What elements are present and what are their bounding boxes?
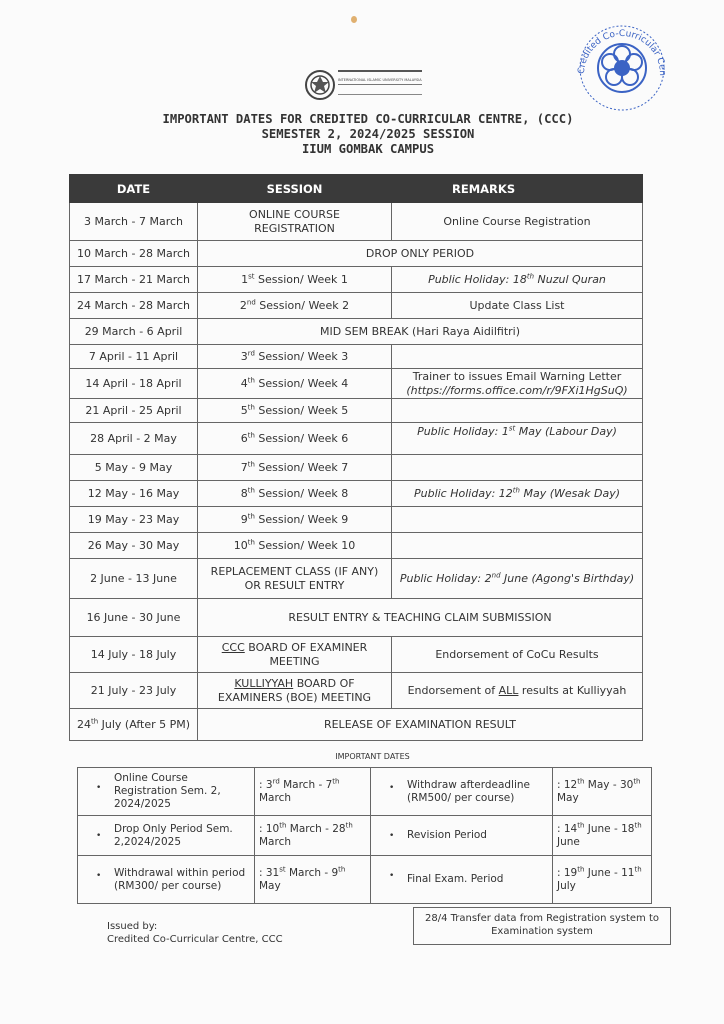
- row-session: 8th Session/ Week 8: [198, 481, 392, 507]
- row-remarks: [392, 455, 643, 481]
- university-crest-icon: [304, 68, 336, 102]
- row-date: 21 April - 25 April: [70, 399, 198, 423]
- row-date: 3 March - 7 March: [70, 203, 198, 241]
- table-row: [70, 369, 643, 399]
- row-session: 9th Session/ Week 9: [198, 507, 392, 533]
- table-header-row: [70, 175, 643, 203]
- table-row: [70, 267, 643, 293]
- table-row: [78, 816, 652, 856]
- row-remarks: Update Class List: [392, 293, 643, 319]
- important-dates-table: [77, 767, 652, 904]
- row-remarks: Endorsement of ALL results at Kulliyyah: [392, 673, 643, 709]
- table-row: [70, 203, 643, 241]
- row-date: 7 April - 11 April: [70, 345, 198, 369]
- row-date: 12 May - 16 May: [70, 481, 198, 507]
- row-merged: DROP ONLY PERIOD: [198, 241, 643, 267]
- row-date: 29 March - 6 April: [70, 319, 198, 345]
- row-session: CCC BOARD OF EXAMINER MEETING: [198, 637, 392, 673]
- table-row: [70, 319, 643, 345]
- row-remarks: Public Holiday: 1st May (Labour Day): [392, 423, 643, 455]
- ccc-seal: [570, 22, 674, 114]
- issued-by-name: Credited Co-Curricular Centre, CCC: [107, 934, 283, 945]
- row-remarks: [392, 345, 643, 369]
- issued-by-label: Issued by:: [107, 921, 158, 932]
- row-date: 24th July (After 5 PM): [70, 709, 198, 741]
- title-line-2: SEMESTER 2, 2024/2025 SESSION: [261, 127, 475, 141]
- row-date: 26 May - 30 May: [70, 533, 198, 559]
- header-date: DATE: [70, 175, 198, 203]
- list-item-label: • Drop Only Period Sem. 2,2024/2025: [78, 816, 255, 856]
- seal-text: Credited Co-Curricular Cen: [576, 28, 668, 77]
- list-item-label: • Withdrawal within period (RM300/ per course): [78, 856, 255, 904]
- logo-arabic-script: [338, 70, 422, 75]
- row-date: 21 July - 23 July: [70, 673, 198, 709]
- table-row: [70, 455, 643, 481]
- row-session: 3rd Session/ Week 3: [198, 345, 392, 369]
- header-session: SESSION: [198, 175, 392, 203]
- table-row: [70, 533, 643, 559]
- header-remarks: REMARKS: [392, 175, 643, 203]
- row-session: 1st Session/ Week 1: [198, 267, 392, 293]
- table-row: [70, 241, 643, 267]
- row-date: 19 May - 23 May: [70, 507, 198, 533]
- schedule-table: [69, 174, 643, 741]
- table-row: [70, 481, 643, 507]
- title-line-3: IIUM GOMBAK CAMPUS: [301, 142, 435, 156]
- row-date: 2 June - 13 June: [70, 559, 198, 599]
- row-session: 2nd Session/ Week 2: [198, 293, 392, 319]
- row-date: 10 March - 28 March: [70, 241, 198, 267]
- transfer-note: 28/4 Transfer data from Registration system to Examination system: [413, 907, 671, 945]
- row-remarks: [392, 507, 643, 533]
- row-session: ONLINE COURSE REGISTRATION: [198, 203, 392, 241]
- table-row: [70, 293, 643, 319]
- table-row: [78, 856, 652, 904]
- row-date: 17 March - 21 March: [70, 267, 198, 293]
- table-row: [70, 345, 643, 369]
- row-date: 28 April - 2 May: [70, 423, 198, 455]
- row-date: 16 June - 30 June: [70, 599, 198, 637]
- row-remarks: Public Holiday: 18th Nuzul Quran: [392, 267, 643, 293]
- title-line-1: IMPORTANT DATES FOR CREDITED CO-CURRICULAR CENTRE, (CCC): [162, 112, 574, 126]
- page-title: [90, 112, 646, 157]
- row-date: 5 May - 9 May: [70, 455, 198, 481]
- important-dates-title: IMPORTANT DATES: [335, 752, 410, 761]
- table-row: [70, 423, 643, 455]
- table-row: [70, 559, 643, 599]
- row-merged: RELEASE OF EXAMINATION RESULT: [198, 709, 643, 741]
- forms-link[interactable]: (https://forms.office.com/r/9FXi1HgSuQ): [406, 383, 628, 397]
- row-date: 24 March - 28 March: [70, 293, 198, 319]
- logo-arabic-script-2: [338, 84, 422, 87]
- row-session: 5th Session/ Week 5: [198, 399, 392, 423]
- table-row: [70, 599, 643, 637]
- list-item-date: : 10th March - 28th March: [255, 816, 371, 856]
- row-session: 6th Session/ Week 6: [198, 423, 392, 455]
- row-remarks: Trainer to issues Email Warning Letter (https://forms.office.com/r/9FXi1HgSuQ): [392, 369, 643, 399]
- table-row: [78, 768, 652, 816]
- list-item-date: : 31st March - 9th May: [255, 856, 371, 904]
- row-session: 4th Session/ Week 4: [198, 369, 392, 399]
- row-session: 10th Session/ Week 10: [198, 533, 392, 559]
- row-remarks: Online Course Registration: [392, 203, 643, 241]
- logo-rule: [338, 94, 422, 95]
- list-item-date: : 3rd March - 7th March: [255, 768, 371, 816]
- row-remarks: Public Holiday: 2nd June (Agong's Birthday): [392, 559, 643, 599]
- table-row: [70, 709, 643, 741]
- row-session: KULLIYYAH BOARD OF EXAMINERS (BOE) MEETING: [198, 673, 392, 709]
- row-remarks: [392, 399, 643, 423]
- university-logo: [304, 68, 424, 104]
- row-remarks: [392, 533, 643, 559]
- list-item-date: : 12th May - 30th May: [553, 768, 652, 816]
- table-row: [70, 673, 643, 709]
- row-merged: RESULT ENTRY & TEACHING CLAIM SUBMISSION: [198, 599, 643, 637]
- list-item-label: • Online Course Registration Sem. 2, 2024/2025: [78, 768, 255, 816]
- row-date: 14 April - 18 April: [70, 369, 198, 399]
- list-item-label: • Withdraw afterdeadline (RM500/ per course): [371, 768, 553, 816]
- row-session: 7th Session/ Week 7: [198, 455, 392, 481]
- logo-latin-text: INTERNATIONAL ISLAMIC UNIVERSITY MALAYSIA: [338, 78, 422, 82]
- row-remarks: Public Holiday: 12th May (Wesak Day): [392, 481, 643, 507]
- ink-dot: [351, 16, 357, 23]
- list-item-label: • Final Exam. Period: [371, 856, 553, 904]
- table-row: [70, 399, 643, 423]
- row-date: 14 July - 18 July: [70, 637, 198, 673]
- row-merged: MID SEM BREAK (Hari Raya Aidilfitri): [198, 319, 643, 345]
- list-item-label: • Revision Period: [371, 816, 553, 856]
- list-item-date: : 19th June - 11th July: [553, 856, 652, 904]
- ccc-seal-icon: [570, 22, 674, 114]
- table-row: [70, 507, 643, 533]
- table-row: [70, 637, 643, 673]
- issued-by: [107, 920, 283, 946]
- list-item-date: : 14th June - 18th June: [553, 816, 652, 856]
- row-session: REPLACEMENT CLASS (IF ANY) OR RESULT ENTRY: [198, 559, 392, 599]
- row-remarks: Endorsement of CoCu Results: [392, 637, 643, 673]
